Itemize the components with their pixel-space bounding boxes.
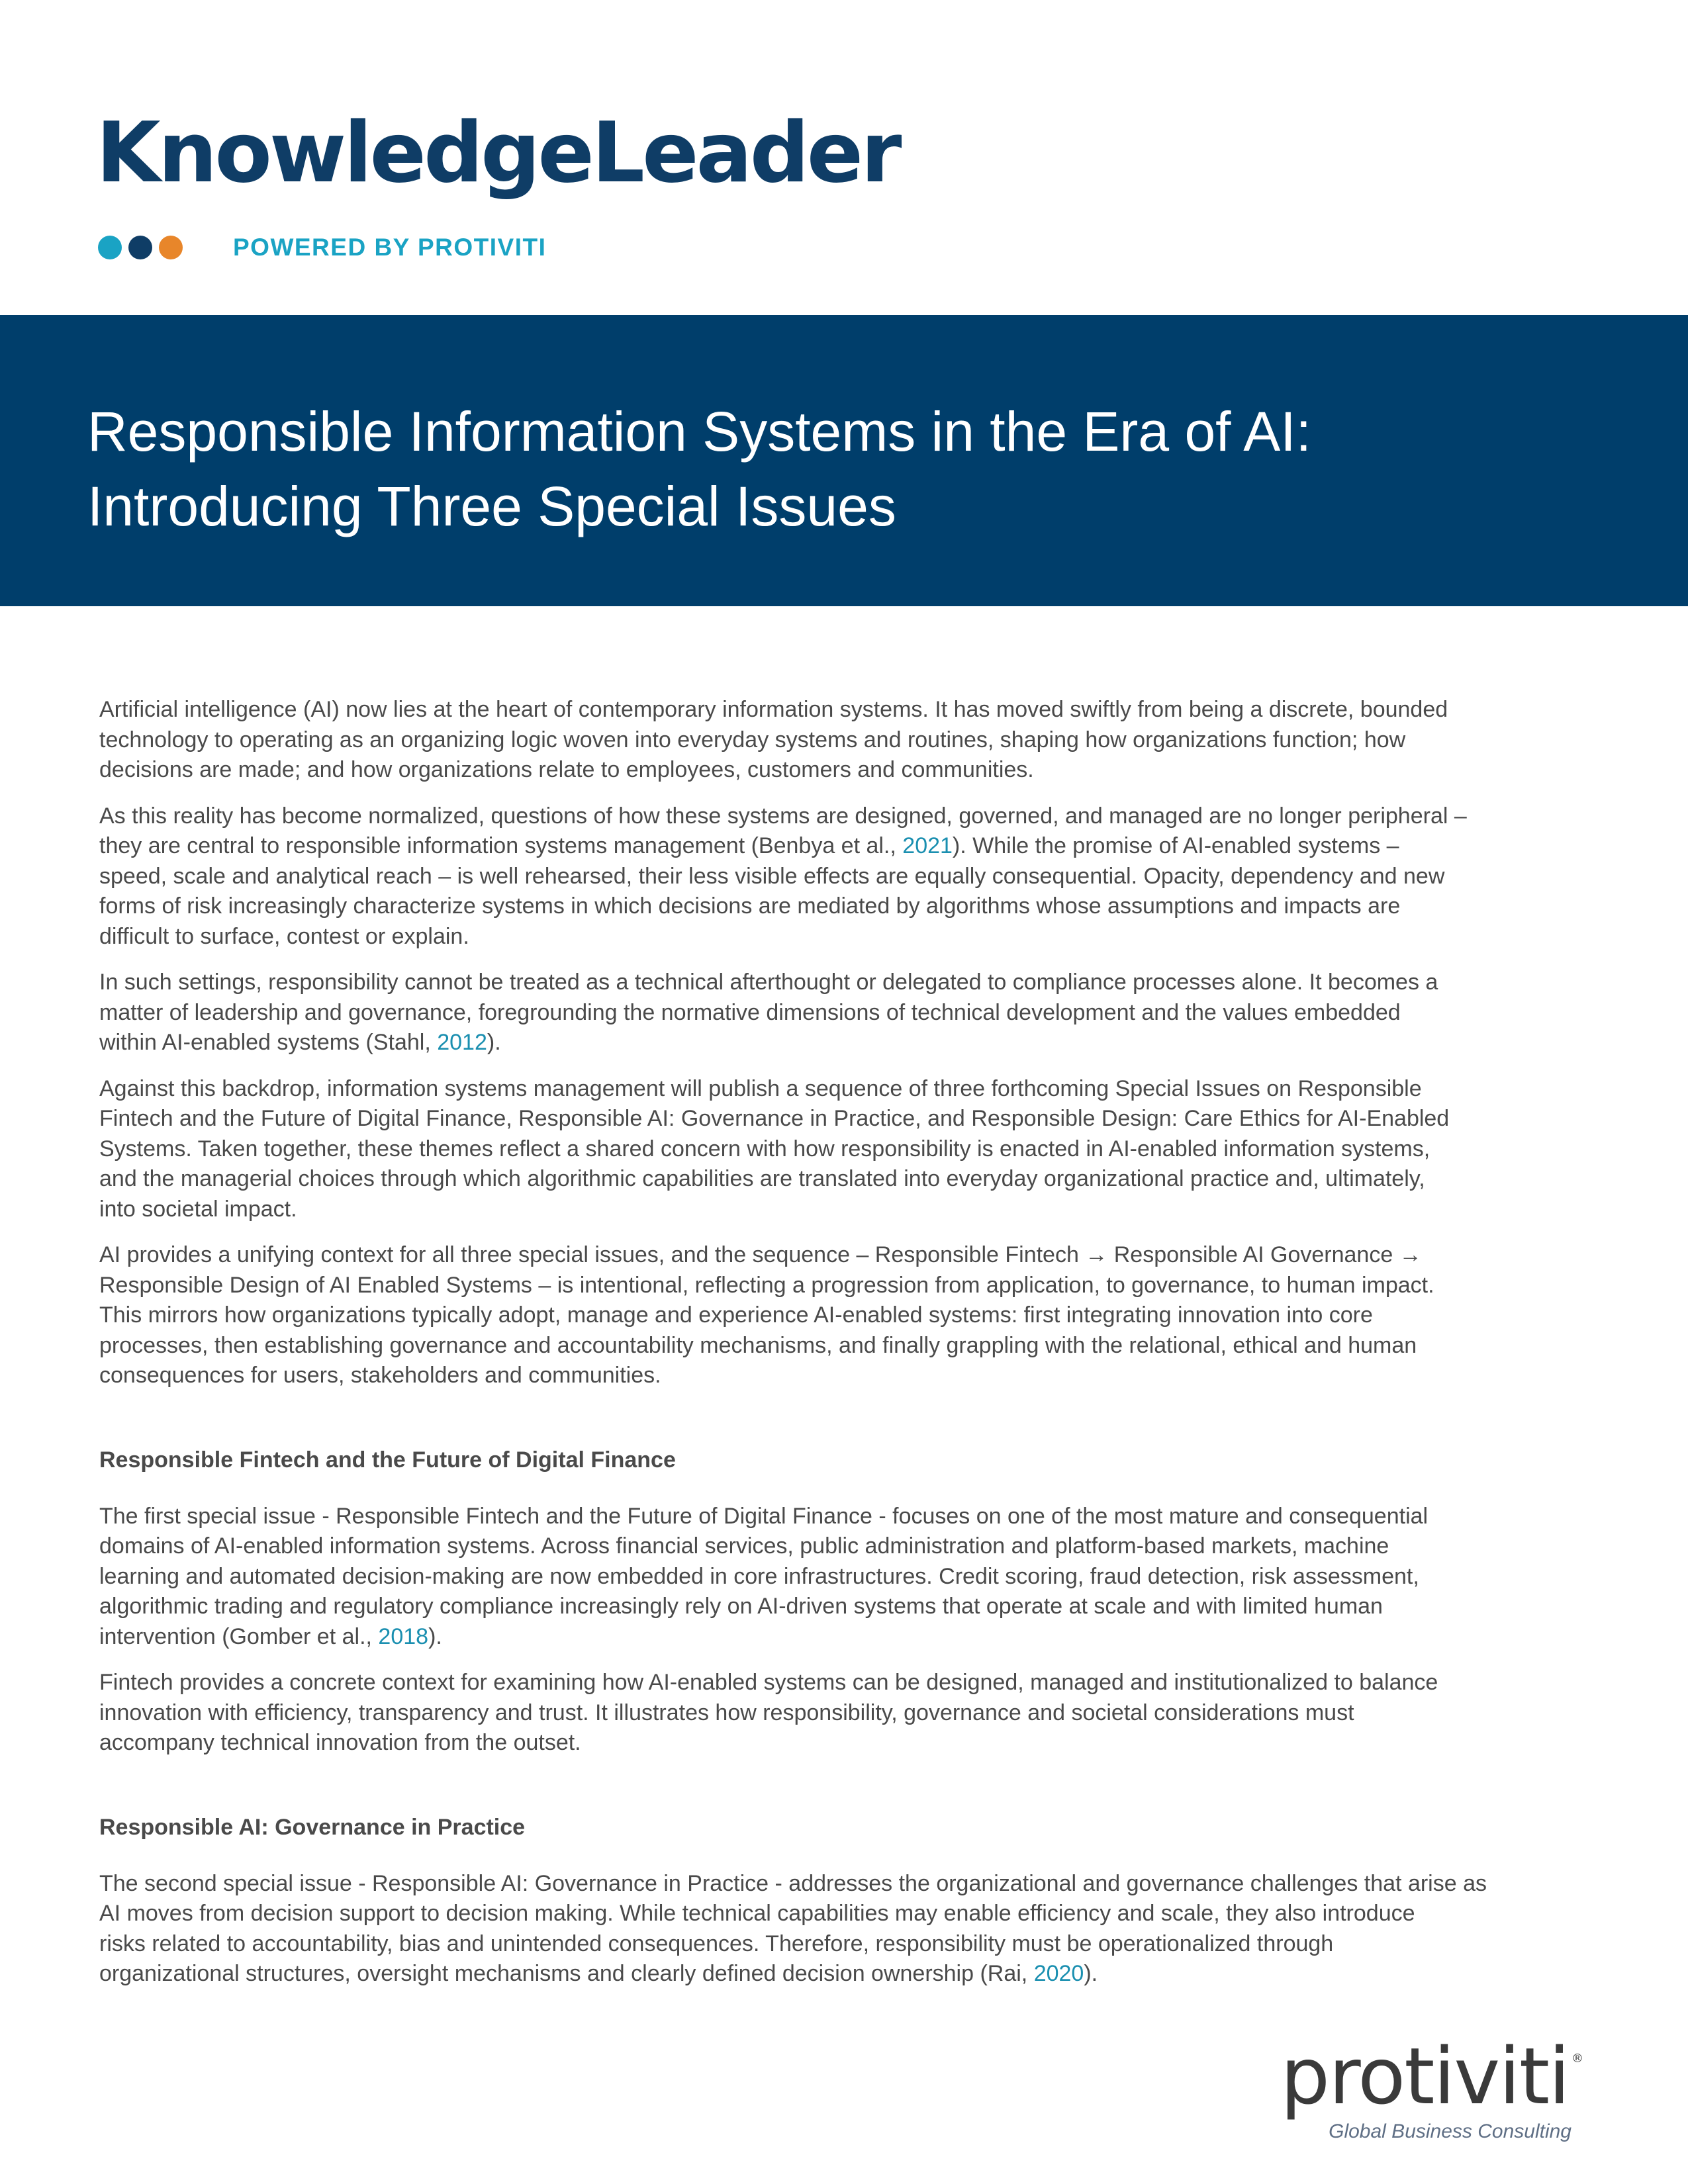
text-line: Responsible Design of AI Enabled Systems – is intentional, reflecting a progression from application, to governance, to human impact. [99,1272,1434,1298]
text-line: Fintech provides a concrete context for examining how AI-enabled systems can be designed, managed and institutionalized to balance [99,1670,1438,1695]
paragraph-responsibility [99,968,1595,1058]
article-body [99,695,1595,2005]
text-line: AI provides a unifying context for all three special issues, and the sequence – Responsible Fintech → Responsible AI Governance → [99,1242,1422,1267]
brand-dot-navy-icon [128,236,152,259]
text-line: learning and automated decision-making are now embedded in core infrastructures. Credit scoring, fraud detection, risk assessment, [99,1563,1419,1589]
paragraph-fintech-1 [99,1502,1595,1653]
brand-dot-teal-icon [98,236,122,259]
text-line [99,831,1595,862]
text-line: difficult to surface, contest or explain. [99,923,469,949]
text-line: Fintech and the Future of Digital Finance, Responsible AI: Governance in Practice, and Responsible Design: Care Ethics for AI-Enabled [99,1106,1450,1131]
text-line: forms of risk increasingly characterize systems in which decisions are mediated by algorithms whose assumptions and impacts are [99,893,1401,919]
document-title [87,394,1610,544]
text-segment: organizational structures, oversight mechanisms and clearly defined decision ownership (Rai, [99,1961,1034,1986]
powered-by-label: POWERED BY PROTIVITI [233,234,547,261]
text-line: As this reality has become normalized, questions of how these systems are designed, governed, and managed are no longer peripheral – [99,803,1467,829]
text-line: domains of AI-enabled information systems. Across financial services, public administration and platform-based markets, machine [99,1533,1389,1559]
paragraph-governance-1 [99,1869,1595,1989]
text-line: algorithmic trading and regulatory compliance increasingly rely on AI-driven systems that operate at scale and with limited human [99,1594,1383,1619]
knowledgeleader-logo [96,104,900,201]
text-line: into societal impact. [99,1196,297,1222]
protiviti-wordmark [1280,2030,1582,2122]
powered-by-row [98,233,546,262]
text-line: AI moves from decision support to decision making. While technical capabilities may enable efficiency and scale, they also introduce [99,1901,1415,1926]
text-line: Artificial intelligence (AI) now lies at the heart of contemporary information systems. It has moved swiftly from being a discrete, bounded [99,697,1448,722]
paragraph-normalized [99,801,1595,952]
text-line: consequences for users, stakeholders and communities. [99,1363,661,1388]
text-line: Systems. Taken together, these themes reflect a shared concern with how responsibility is enacted in AI-enabled information systems, [99,1136,1430,1161]
text-line: speed, scale and analytical reach – is well rehearsed, their less visible effects are equally consequential. Opacity, dependency and new [99,863,1445,889]
text-line: The first special issue - Responsible Fintech and the Future of Digital Finance - focuses on one of the most mature and consequential [99,1503,1429,1529]
section-heading-fintech: Responsible Fintech and the Future of Digital Finance [99,1447,676,1473]
text-segment: ). [1084,1961,1098,1986]
text-line: processes, then establishing governance and accountability mechanisms, and finally grappling with the relational, ethical and human [99,1332,1417,1358]
brand-dot-orange-icon [159,236,183,259]
text-segment: ). [487,1030,501,1055]
text-line: This mirrors how organizations typically adopt, manage and experience AI-enabled systems: first integrating innovation into core [99,1302,1373,1328]
text-segment: ). While the promise of AI-enabled systems – [952,833,1399,858]
text-line: decisions are made; and how organizations relate to employees, customers and communities. [99,757,1034,782]
text-line: The second special issue - Responsible AI: Governance in Practice - addresses the organizational and governance challenges that arise as [99,1870,1487,1896]
registered-mark: ® [1571,2052,1582,2066]
protiviti-logo [1280,2030,1582,2143]
document-title-line-2: Introducing Three Special Issues [87,475,896,537]
text-line: In such settings, responsibility cannot be treated as a technical afterthought or delegated to compliance processes alone. It becomes a [99,970,1438,995]
protiviti-tagline: Global Business Consulting [1329,2120,1571,2142]
protiviti-wordmark-text: protiviti [1280,2030,1569,2122]
paragraph-backdrop [99,1074,1595,1225]
text-line: and the managerial choices through which algorithmic capabilities are translated into everyday organizational practice and, ultimately, [99,1166,1425,1191]
text-line: risks related to accountability, bias and unintended consequences. Therefore, responsibility must be operationalized through [99,1931,1334,1956]
paragraph-fintech-2 [99,1668,1595,1758]
citation-link-2021[interactable]: 2021 [902,833,953,858]
text-line: Against this backdrop, information systems management will publish a sequence of three forthcoming Special Issues on Responsible [99,1075,1422,1101]
text-line: accompany technical innovation from the outset. [99,1730,581,1755]
citation-link-2018[interactable]: 2018 [378,1623,429,1649]
text-line: innovation with efficiency, transparency and trust. It illustrates how responsibility, governance and societal considerations must [99,1700,1354,1725]
text-line [99,1959,1595,1989]
citation-link-2012[interactable]: 2012 [437,1030,487,1055]
text-segment: they are central to responsible information systems management (Benbya et al., [99,833,903,858]
text-segment: ). [428,1623,442,1649]
text-line [99,1028,1595,1058]
text-segment: intervention (Gomber et al., [99,1623,379,1649]
text-segment: within AI-enabled systems (Stahl, [99,1030,438,1055]
text-line: technology to operating as an organizing logic woven into everyday systems and routines, shaping how organizations function; how [99,727,1406,752]
citation-link-2020[interactable]: 2020 [1033,1961,1084,1986]
section-heading-governance: Responsible AI: Governance in Practice [99,1814,526,1840]
paragraph-sequence [99,1240,1595,1391]
document-title-line-1: Responsible Information Systems in the Era of AI: [87,400,1311,463]
paragraph-intro [99,695,1595,786]
brand-title: KnowledgeLeader [96,104,900,201]
text-line [99,1622,1595,1653]
text-line: matter of leadership and governance, foregrounding the normative dimensions of technical development and the values embedded [99,999,1401,1025]
